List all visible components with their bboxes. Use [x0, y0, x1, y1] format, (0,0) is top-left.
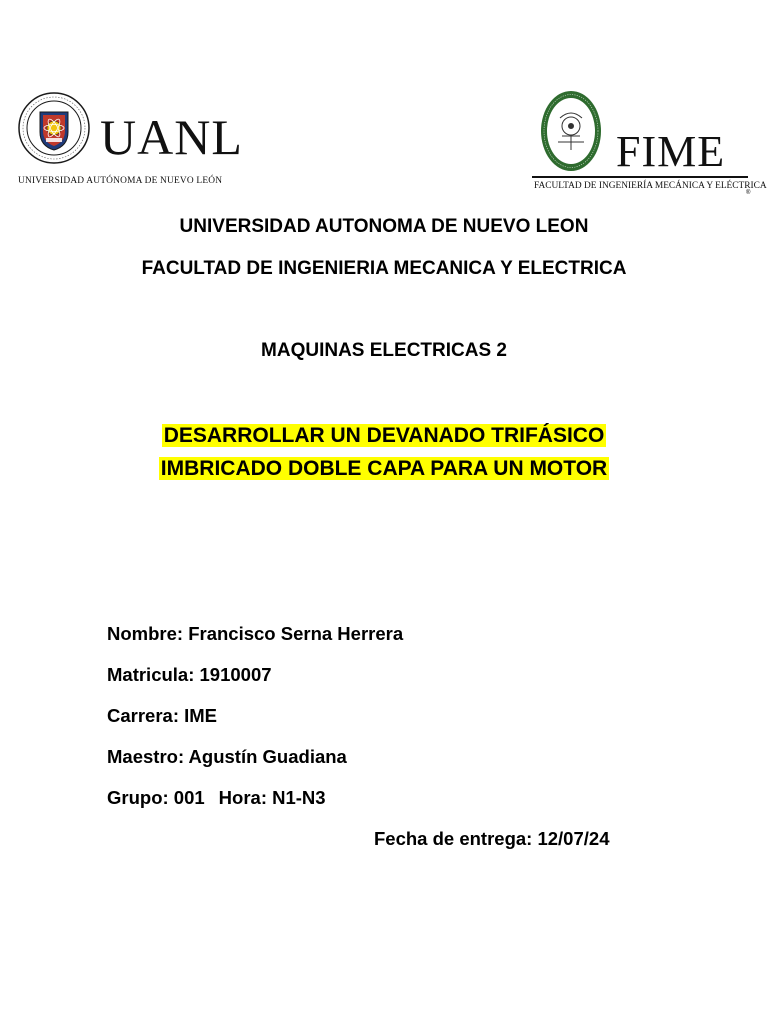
document-title-line-2 [0, 457, 768, 481]
delivery-date: Fecha de entrega: 12/07/24 [374, 828, 610, 849]
title-line-1-text: DESARROLLAR UN DEVANADO TRIFÁSICO [163, 424, 605, 447]
registered-mark: ® [746, 190, 751, 196]
title-line-2-text: IMBRICADO DOBLE CAPA PARA UN MOTOR [160, 457, 608, 480]
class-hour: Hora: N1-N3 [218, 787, 326, 808]
teacher-name: Maestro: Agustín Guadiana [107, 746, 347, 767]
course-name: MAQUINAS ELECTRICAS 2 [261, 340, 507, 361]
student-name: Nombre: Francisco Serna Herrera [107, 623, 404, 644]
group-number: Grupo: 001 [107, 787, 205, 808]
fime-logo [530, 90, 767, 200]
student-id: Matricula: 1910007 [107, 664, 272, 685]
faculty-name: FACULTAD DE INGENIERIA MECANICA Y ELECTRICA [141, 258, 627, 279]
uanl-seal-icon [18, 92, 90, 164]
fime-subtitle: FACULTAD DE INGENIERÍA MECÁNICA Y ELÉCTRICA [534, 181, 767, 191]
uanl-logo [14, 92, 244, 188]
fime-wordmark: FIME [616, 127, 726, 176]
student-program: Carrera: IME [107, 705, 218, 726]
uanl-wordmark: UANL [100, 109, 243, 165]
fime-divider [532, 176, 748, 178]
university-name: UNIVERSIDAD AUTONOMA DE NUEVO LEON [179, 216, 589, 237]
fime-seal-icon [540, 90, 602, 172]
group-and-hour [107, 787, 326, 809]
uanl-subtitle: UNIVERSIDAD AUTÓNOMA DE NUEVO LEÓN [18, 176, 223, 186]
document-title-line-1 [0, 424, 768, 448]
